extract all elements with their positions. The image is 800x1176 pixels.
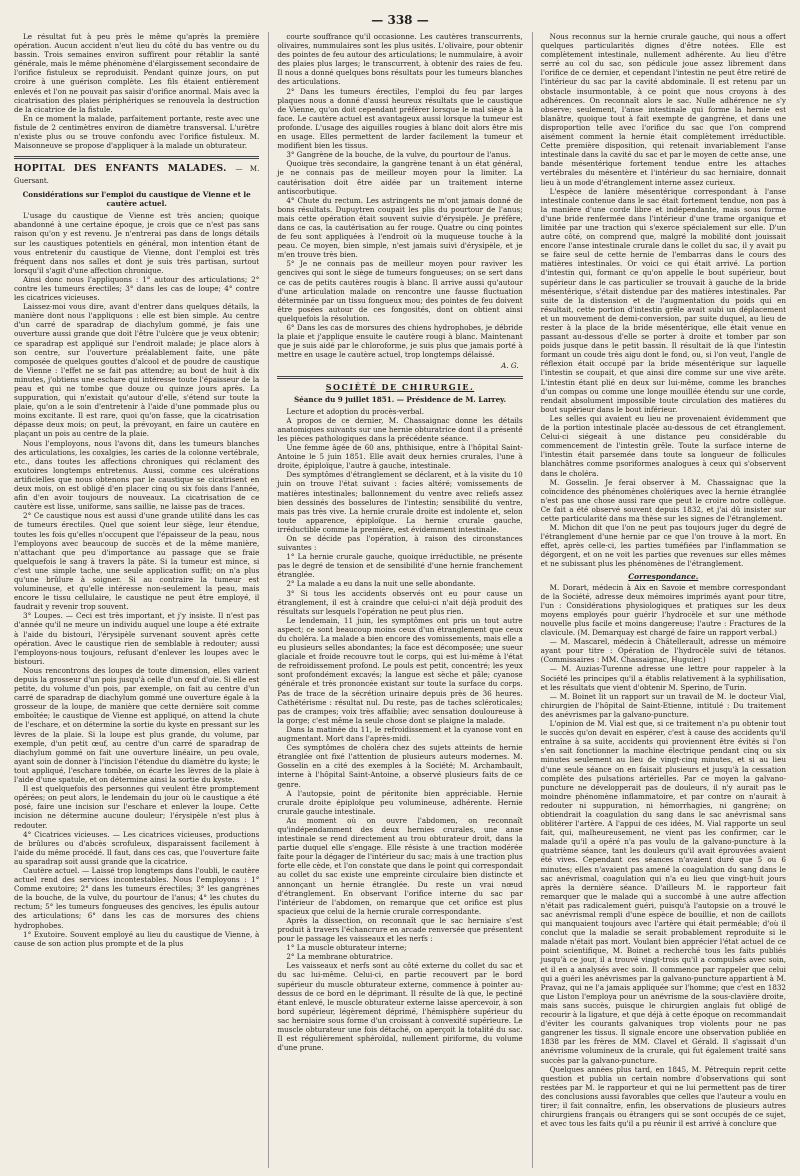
paragraph: Nous l'employons, nous l'avons dit, dans les tumeurs blanches des articulations, les coxalgies, les caries de la colonne vertébrale, etc., dans toutes les affections chroniques qui réclament des exutoires longtemps entretenus. Aussi, comme ces ulcérations artificielles que nous obtenons par le caustique se cicatrisent en deux mois, on est obligé d'en placer cinq ou six fois dans l'année, afin d'en avoir toujours de nouveaux. La cicatrisation de ce cautère est lisse, uniforme, sans saillie, ne laisse pas de traces. [14, 438, 260, 512]
paragraph: — M. Mascarel, médecin à Châtellerault, adresse un mémoire ayant pour titre : Opération de l'hydrocèle suivi de tétanos. (Commissaires : MM. Chassaignac, Huguier.) [540, 637, 786, 665]
paragraph: A l'autopsie, point de péritonite bien appréciable. Hernie crurale droite épiploïque peu volumineuse, adhérente. Hernie crurale gauche intestinale. [277, 788, 523, 816]
paragraph: Quoique très secondaire, la gangrène tenant à un état général, je ne connais pas de meilleur moyen pour la limiter. La cautérisation doit être aidée par un traitement interne antiscorbutique. [277, 159, 523, 196]
paragraph: L'espèce de lanière mésentérique correspondant à l'anse intestinale contenue dans le sac était fortement tendue, non pas à la manière d'une corde libre et indépendante, mais sous forme d'une bride renfermée dans l'intérieur d'une trame organique et limitée par une traction qui s'exerce spécialement sur elle. D'un autre côté, on comprend que, malgré la mobilité dont jouissait encore l'anse intestinale crurale dans le collet du sac, il y avait pu se faire seul de cette hernie de l'embarras dans le cours des matières intestinales. Or voici ce qui était arrivé. La portion d'intestin qui, formant ce qu'on appelle le bout supérieur, bout supérieur dans le cas particulier se trouvait à gauche de la bride mésentérique, s'était distendue par des matières intestinales. Par suite de la distension et de l'augmentation du poids qui en résultait, cette portion d'intestin grêle avait subi un déplacement et un mouvement de demi-conversion, par suite duquel, au lieu de rester à la place de la bride mésentérique, elle était venue en passant au-dessous d'elle se porter à droite et tomber par son poids jusque dans le petit bassin. Il résultait de là que l'intestin formant un coude très aigu dont le fond, ou, si l'on veut, l'angle de réflexion était occupé par la bride mésentérique sur laquelle l'intestin se coupait, et que ainsi dire comme sur une vive arête. L'intestin étant plié en deux sur lui-même, comme les branches d'un compas ou comme une longe mouillée étendu sur une corde, rendait absolument impossible toute circulation des matières du bout supérieur dans le bout inférieur. [540, 186, 786, 414]
paragraph: 3° Si tous les accidents observés ont eu pour cause un étranglement, il est à craindre que celui-ci n'ait déjà produit des résultats sur lesquels l'opération ne peut plus rien. [277, 588, 523, 616]
column-3 [532, 32, 786, 1168]
paragraph: M. Dorart, médecin à Aix en Savoie et membre correspondant de la Société, adresse deux mémoires imprimés ayant pour titre, l'un : Considérations physiologiques et pratiques sur les deux moyens employés pour guérir l'hydrocèle et sur une méthode nouvelle plus facile et moins dangereuse; l'autre : Fractures de la clavicule. (M. Demarquay est chargé de faire un rapport verbal.) [540, 582, 786, 638]
paragraph: Après la dissection, on reconnaît que le sac herniaire s'est produit à travers l'échancrure en arcade renversée que présentent pour le passage les vaisseaux et les nerfs : [277, 915, 523, 944]
paragraph: 1° Exutoire. Souvent employé au lieu du caustique de Vienne, à cause de son action plus prompte et de la plus [14, 929, 260, 948]
hospital-heading [14, 163, 259, 187]
paragraph: Les vaisseaux et nerfs sont au côté externe du collet du sac et du sac lui-même. Celui-ci, en partie recouvert par le bord supérieur du muscle obturateur externe, commence à pointer au-dessus de ce bord en le déprimant. Il résulte de là que, le pectiné étant enlevé, le muscle obturateur externe laisse apercevoir, à son bord supérieur, légèrement déprimé, l'hémisphère supérieur du sac herniaire sous forme d'un croissant à convexité supérieure. Le muscle obturateur une fois détaché, on aperçoit la totalité du sac. Il est régulièrement sphéroïdal, nullement piriforme, du volume d'une prune. [277, 961, 523, 1053]
paragraph: M. Gosselin. Je ferai observer à M. Chassaignac que la coïncidence des phénomènes cholériques avec la hernie étranglée n'est pas une chose aussi rare que peut le croire notre collègue. Ce fait a été observé souvent depuis 1832, et j'ai dû insister sur cette particularité dans ma thèse sur les signes de l'étranglement. [540, 477, 786, 523]
paragraph: Nous reconnus sur la hernie crurale gauche, qui nous a offert quelques particularités dignes d'être notées. Elle est complètement intestinale, nullement adhérente. Au lieu d'être serré au col du sac, son pédicule joue assez librement dans l'orifice de ce dernier, et cependant l'intestin ne peut être retiré de l'intérieur du sac par la cavité abdominale. Il est retenu par un obstacle insurmontable, à ce point que nous croyons à des adhérences. On reconnaît alors le sac. Nulle adhérence ne s'y observe; seulement, l'anse intestinale qui forme la hernie est blanâtre, quoique tout à fait exempte de gangrène, et dans une disproportion telle avec l'orifice du sac que l'on comprend aisément comment la hernie était complètement irréductible. Cette première disposition, qui retenait invariablement l'anse intestinale dans la cavité du sac et par le moyen de cette anse, une bande mésentérique fortement tendue entre les attaches vertébrales du mésentère et l'intérieur du sac herniaire, donnait lieu à un mode d'étranglement interne assez curieux. [540, 32, 786, 187]
paragraph: 2° Dans les tumeurs érectiles, l'emploi du feu par larges plaques nous a donné d'aussi heureux résultats que le caustique de Vienne, qu'on doit cependant préférer lorsque le mal siège à la face. Le cautère actuel est avantageux aussi lorsque la tumeur est profonde. L'usage des aiguilles rougies à blanc doit alors être mis en usage. Elles permettent de larder facilement la tumeur et modifient bien les tissus. [277, 86, 523, 151]
paragraph: Le résultat fut à peu près le même qu'après la première opération. Aucun accident n'eut lieu du côté du bas ventre ou du bassin. Trois semaines environ suffirent pour rétablir la santé générale, mais le même phénomène d'élargissement secondaire de l'orifice fistuleux se reproduisit. Pendant quinze jours, on put croire à une guérison complète. Les fils étaient entièrement enlevés et l'on ne pouvait pas saisir d'orifice anormal. Mais avec la cicatrisation des plaies périphériques se renouvela la destruction de la cicatrice de la fistule. [14, 32, 260, 114]
paragraph: 4° Chute du rectum. Les astringents ne m'ont jamais donné de bons résultats. Dupuytren coupait les plis du pourtour de l'anus; mais cette opération était souvent suivie d'érysipèle. Je préfère, dans ce cas, la cautérisation au fer rouge. Quatre ou cinq pointes de feu sont appliquées à l'endroit où la muqueuse touche à la peau. Ce moyen, bien simple, n'est jamais suivi d'érysipèle, et je m'en trouve très bien. [277, 195, 523, 260]
paragraph: On se décide pas l'opération, à raison des circonstances suivantes : [277, 533, 523, 553]
correspondence-title: Correspondance. [628, 571, 699, 581]
society-title: SOCIÉTÉ DE CHIRURGIE. [325, 382, 475, 393]
paragraph: 3° Loupes. — Ceci est très important, et j'y insiste. Il n'est pas d'année qu'il ne meure un individu auquel une loupe a été extraite à l'aide du bistouri, l'érysipèle survenant souvent après cette opération. Avec le caustique rien de semblable à redouter; aussi l'employons-nous toujours, refusant d'enlever les loupes avec le bistouri. [14, 611, 260, 666]
signature: A. G. [501, 361, 519, 371]
paragraph: 1° La hernie crurale gauche, quoique irréductible, ne présente pas le degré de tension et de sensibilité d'une hernie franchement étranglée. [277, 552, 523, 580]
hospital-title: HOPITAL DES ENFANTS MALADES. [14, 163, 227, 175]
paragraph: 2° La malade a eu dans la nuit une selle abondante. [286, 579, 476, 589]
paragraph: Le lendemain, 11 juin, les symptômes ont pris un tout autre aspect; ce sont beaucoup moins ceux d'un étranglement que ceux du choléra. La malade a bien encore des vomissements, mais elle a eu plusieurs selles abondantes; la face est décomposée; une sueur glaciale et froide recouvre tout le corps, qui est lui-même à l'état de refroidissement profond. Le pouls est petit, concentré; les yeux sont profondément excavés; la langue est sèche et pâle; cyanose générale et très prononcée existant sur toute la surface du corps. Pas de trace de la sécrétion urinaire depuis près de 36 heures. Cathétérisme : résultat nul. Du reste, pas de taches scléroticales; pas de crampes; voix très affaiblie; avec sensation douloureuse à la gorge; c'est même la seule chose dont se plaigne la malade. [277, 615, 523, 725]
paragraph: Laissez-moi vous dire, avant d'entrer dans quelques détails, la manière dont nous l'appliquons : elle est bien simple. Au centre d'un carré de sparadrap de diachylum gommé, je fais une ouverture aussi grande que doit l'être l'ulcère que je veux obtenir; ce sparadrap est appliqué sur l'endroit malade; je place alors à son centre, sur l'ouverture préalablement faite, une pâte composée de quelques gouttes d'alcool et de poudre de caustique de Vienne : l'effet ne se fait pas attendre; au bout de huit à dix minutes, j'obtiens une eschare qui intéresse toute l'épaisseur de la peau et qui ne tombe que douze ou quinze jours après. La suppuration, qui n'existait qu'autour d'elle, s'étend sur toute la plaie, qu'on a le soin d'entretenir à l'aide d'une pommade plus ou moins excitante. Il est rare, quoi qu'on fasse, que la cicatrisation dépasse deux mois; on peut, la prévoyant, en faire un cautère en plaçant un pois au centre de la plaie. [14, 302, 260, 439]
paragraph: L'usage du caustique de Vienne est très ancien; quoique abandonné à une certaine époque, je crois que ce n'est pas sans raison qu'on y est revenu. Je n'entrerai pas dans de longs détails sur les caustiques potentiels en général, mon intention étant de vous entretenir du caustique de Vienne, dont l'emploi est très fréquent dans nos salles et dont je suis très partisan, surtout lorsqu'il s'agit d'une affection chronique. [14, 211, 260, 275]
paragraph: Il est quelquefois des personnes qui veulent être promptement opérées; on peut alors, le lendemain du jour où le caustique a été posé, faire une incision sur l'eschare et enlever la loupe. Cette incision ne détermine aucune douleur; l'érysipèle n'est plus à redouter. [14, 784, 260, 830]
section-rule [14, 156, 259, 159]
paragraph: Une femme âgée de 60 ans, phthisique, entre à l'hôpital Saint-Antoine le 5 juin 1851. Elle avait deux hernies crurales, l'une à droite, épiploïque, l'autre à gauche, intestinale. [277, 443, 523, 471]
columns [14, 32, 786, 1168]
paragraph: Lecture et adoption du procès-verbal. [286, 406, 425, 416]
paragraph: 1° La muscle obturateur interne; [286, 943, 407, 953]
paragraph: A propos de ce dernier, M. Chassaignac donne les détails anatomiques suivants sur une hernie obturatrice dont il a présenté les pièces pathologiques dans la précédente séance. [277, 415, 523, 443]
paragraph: Au moment où on ouvre l'abdomen, on reconnaît qu'indépendamment des deux hernies crurales, une anse intestinale se rend directement au trou obturateur droit, dans la partie duquel elle s'engage. Elle résiste à une traction modérée faite pour la dégager de l'intérieur du sac; mais à une traction plus forte elle cède, et l'on constate que dans le point qui correspondait au collet du sac existe une empreinte circulaire bien distincte et annonçant un hernie étranglée. Du reste un vrai nœud d'étranglement. En observant l'orifice interne du sac par l'intérieur de l'abdomen, on remarque que cet orifice est plus spacieux que celui de la hernie crurale correspondante. [277, 815, 523, 916]
session-heading: Séance du 9 juillet 1851. — Présidence de M. Larrey. [293, 394, 507, 404]
column-1 [14, 32, 259, 1168]
paragraph: Cautère actuel. — Laissé trop longtemps dans l'oubli, le cautère actuel rend des services incontestables. Nous l'employons : 1° Comme exutoire; 2° dans les tumeurs érectiles; 3° les gangrènes de la bouche, de la vulve, du pourtour de l'anus; 4° les chutes du rectum; 5° les tumeurs fongueuses des gencives, les épulis autour des articulations; 6° dans les cas de morsures des chiens hydrophobes. [14, 865, 260, 930]
paragraph: — M. Auzias-Turenne adresse une lettre pour rappeler à la Société les principes qu'il a établis relativement à la syphilisation, et les résultats que vient d'obtenir M. Sperino, de Turin. [540, 664, 786, 692]
paragraph: Les selles qui avaient eu lieu ne provenaient évidemment que de la portion intestinale placée au-dessous de cet étranglement. Celui-ci siégeait à une distance peu considérable du commencement de l'intestin grêle. Toute la surface interne de l'intestin était parsemée dans toute sa longueur de follicules blanchâtres comme psoriformes analogues à ceux qui s'observent dans le choléra. [540, 413, 786, 478]
column-2 [268, 32, 522, 1168]
page-number: — 338 — [371, 13, 429, 27]
paragraph: M. Michon dit que l'on ne peut pas toujours juger du degré de l'étranglement d'une hernie par ce que l'on trouve à la mort. En effet, après celle-ci, les parties tuméfiées par l'inflammation se dégorgent, et on ne voit les parties que revenues sur elles mêmes et ne subissant plus les phénomènes de l'étranglement. [540, 523, 786, 569]
paragraph: Dans la matinée du 11, le refroidissement et la cyanose vont en augmentant. Mort dans l'après-midi. [277, 724, 523, 744]
section-rule [277, 376, 522, 379]
paragraph: En ce moment la malade, parfaitement portante, reste avec une fistule de 2 centimètres environ de diamètre transversal. L'urètre n'existe plus ou se trouve confondu avec l'orifice fistuleux. M. Maisonneuve se propose d'appliquer à la malade un obturateur. [14, 113, 260, 151]
paragraph: Ces symptômes de choléra chez des sujets atteints de hernie étranglée ont fixé l'attention de plusieurs auteurs modernes. M. Gosselin en a cité des exemples à la Société; M. Archambault, interne à l'hôpital Saint-Antoine, a observé plusieurs faits de ce genre. [277, 743, 523, 789]
paragraph: 2° Ce caustique nous est aussi d'une grande utilité dans les cas de tumeurs érectiles. Quel que soient leur siège, leur étendue, toutes les fois qu'elles n'occupent que l'épaisseur de la peau, nous l'employons avec beaucoup de succès et de la même manière, n'attachant que peu d'importance au passage que se fraie quelquefois le sang à travers la pâte. Si la tumeur est mince, si c'est une simple tache, une seule application suffit; on n'a plus qu'une brûlure à soigner. Si au contraire la tumeur est volumineuse, et qu'elle intéresse non-seulement la peau, mais encore le tissu cellulaire, le caustique ne peut être employé, il faudrait y revenir trop souvent. [14, 511, 260, 612]
paragraph: Quelques années plus tard, en 1845, M. Pétrequin reprit cette question et publia un certain nombre d'observations qui sont restées par M. le rapporteur et qui ne lui permettent pas de tirer des conclusions aussi favorables que celles que l'auteur a voulu en tirer; il fait connaître, enfin, les observations de plusieurs autres chirurgiens français ou étrangers qui se sont occupés de ce sujet, et avec tous les faits qu'il a pu réunir il est arrivé à conclure que [540, 1064, 786, 1129]
paragraph: — M. Boinet lit un rapport sur un travail de M. le docteur Vial, chirurgien de l'hôpital de Saint-Etienne, intitulé : Du traitement des anévrismes par la galvano-puncture. [540, 691, 786, 719]
paragraph: 2° La membrane obturatrice. [286, 952, 393, 962]
paragraph: 4° Cicatrices vicieuses. — Les cicatrices vicieuses, productions de brûlures ou d'abcès scrofuleux, disparaissent facilement à l'aide du même procédé. Il faut, dans ces cas, que l'ouverture faite au sparadrap soit aussi grande que la cicatrice. [14, 829, 260, 866]
paragraph: 6° Dans les cas de morsures des chiens hydrophobes, je débride la plaie et j'applique ensuite le cautère rougi à blanc. Maintenant que je suis aidé par le chloroforme, je suis plus que jamais porté à mettre en usage le cautère actuel, trop longtemps délaissé. [277, 323, 523, 360]
paragraph: Des symptômes d'étranglement se déclarent, et à la visite du 10 juin on trouve l'état suivant : facies altéré; vomissements de matières intestinales; ballonnement du ventre avec reliefs assez bien dessinés des bosselures de l'intestin; sensibilité du ventre, mais pas très vive. La hernie crurale droite est indolente et, selon toute apparence, épiploïque. La hernie crurale gauche, irréductible comme la première, est évidemment intestinale. [277, 470, 523, 534]
hospital-author: — M. Guersant. [14, 165, 260, 186]
paragraph: Nous rencontrons des loupes de toute dimension, elles varient depuis la grosseur d'un pois jusqu'à celle d'un œuf d'oie. Si elle est petite, du volume d'un pois, par exemple, on fait au centre d'un carré de sparadrap de diachylum gommé une ouverture égale à la grosseur de la loupe, de manière que cette dernière soit comme emboîtée; le caustique de Vienne est appliqué, on attend la chute de l'eschare, et on détermine la sortie du kyste en pressant sur les lèvres de la plaie. Si la loupe est plus grande, du volume, par exemple, d'un petit œuf, au centre d'un carré de sparadrap de diachylum gommé on fait une ouverture linéaire, un peu ovale, ayant soin de donner à l'incision l'étendue du diamètre du kyste; le tout appliqué, l'eschare tombée, on écarte les lèvres de la plaie à l'aide d'une spatule, et on détermine ainsi la sortie du kyste. [14, 665, 260, 785]
paragraph: 5° Je ne connais pas de meilleur moyen pour raviver les gencives qui sont le siège de tumeurs fongueuses; on se sert dans ce cas de petits cautères rougis à blanc. Il arrive aussi qu'autour d'une articulation malade on rencontre une fausse fluctuation déterminée par un tissu fongueux mou; des pointes de feu doivent être posées autour de ces fongosités, dont on obtient ainsi quelquefois la résolution. [277, 259, 523, 323]
article-title: Considérations sur l'emploi du caustique de Vienne et le cautère actuel. [22, 190, 251, 209]
paragraph: Ainsi donc nous l'appliquons : 1° autour des articulations; 2° contre les tumeurs érectiles; 3° dans les cas de loupe; 4° contre les cicatrices vicieuses. [14, 274, 260, 303]
paragraph: L'opinion de M. Vial est que, si ce traitement n'a pu obtenir tout le succès qu'on devait en espérer, c'est à cause des accidents qu'il entraîne à sa suite, accidents qui proviennent être évités si l'on s'en sait fonctionner la machine électrique pendant cinq ou six minutes seulement au lieu de vingt-cinq minutes, et si au lieu d'une seule séance on en faisait plusieurs et jusqu'à la cessation complète des pulsations artérielles. Par ce moyen la galvano-puncture ne développerait pas de douleurs, il n'y aurait pas le moindre phénomène inflammatoire, et par contre on n'aurait à redouter ni suppuration, ni hémorrhagies, ni gangrène; on obtiendrait la coagulation du sang dans le sac anévrismal sans oblitérer l'artère. A l'appui de ces idées, M. Vial rapporte un seul fait, qui, malheureusement, ne vient pas les confirmer, car le malade qu'il a opéré n'a pas voulu de la galvano-puncture à la quatrième séance, tant les douleurs qu'il avait éprouvées avaient été vives. Cependant ces séances n'avaient duré que 5 ou 6 minutes; elles n'avaient pas amené la coagulation du sang dans le sac anévrismal, coagulation qui n'a eu lieu que vingt-huit jours après la dernière séance. D'ailleurs M. le rapporteur fait remarquer que le malade qui a succombé à une autre affection n'était pas radicalement guéri, puisqu'à l'autopsie on a trouvé le sac anévrismal rempli d'une espèce de bouillie, et non de caillots qui manquaient toujours avec l'artère qui était perméable; d'où il conclut que la maladie se serait probablement reproduite si le malade n'était pas mort. Voulant bien apprécier l'état actuel de ce point scientifique, M. Boinet a recherché tous les faits publiés jusqu'à ce jour, il a trouvé vingt-trois qu'il a compulsés avec soin, et il en a analysés avec soin. Il commence par rappeler que celui qui a guéri les anévrismes par la galvano-puncture appartient à M. Pravaz, qui ne l'a jamais appliquée sur l'homme; que c'est en 1832 que Liston l'employa pour un anévrisme de la sous-clavière droite, mais sans succès, puisque le chirurgien anglais fut obligé de recourir à la ligature, et que déjà à cette époque on recommandait d'éviter les courants galvaniques trop violents pour ne pas gangrener les tissus. Il signale encore une observation publiée en 1838 par les frères de MM. Clavel et Gérald. Il s'agissait d'un anévrisme volumineux de la crurale, qui fut également traité sans succès par la galvano-puncture. [540, 719, 786, 1065]
paragraph: courte souffrance qu'il occasionne. Les cautères transcurrents, olivaires, nummulaires sont les plus usités. L'olivaire, pour obtenir des pointes de feu autour des articulations; le nummulaire, à avoir des plaies plus larges; le transcurrent, à obtenir des raies de feu. Il nous a donné quelques bons résultats pour les tumeurs blanches des articulations. [277, 32, 523, 87]
paragraph: 3° Gangrène de la bouche, de la vulve, du pourtour de l'anus. [286, 150, 511, 160]
